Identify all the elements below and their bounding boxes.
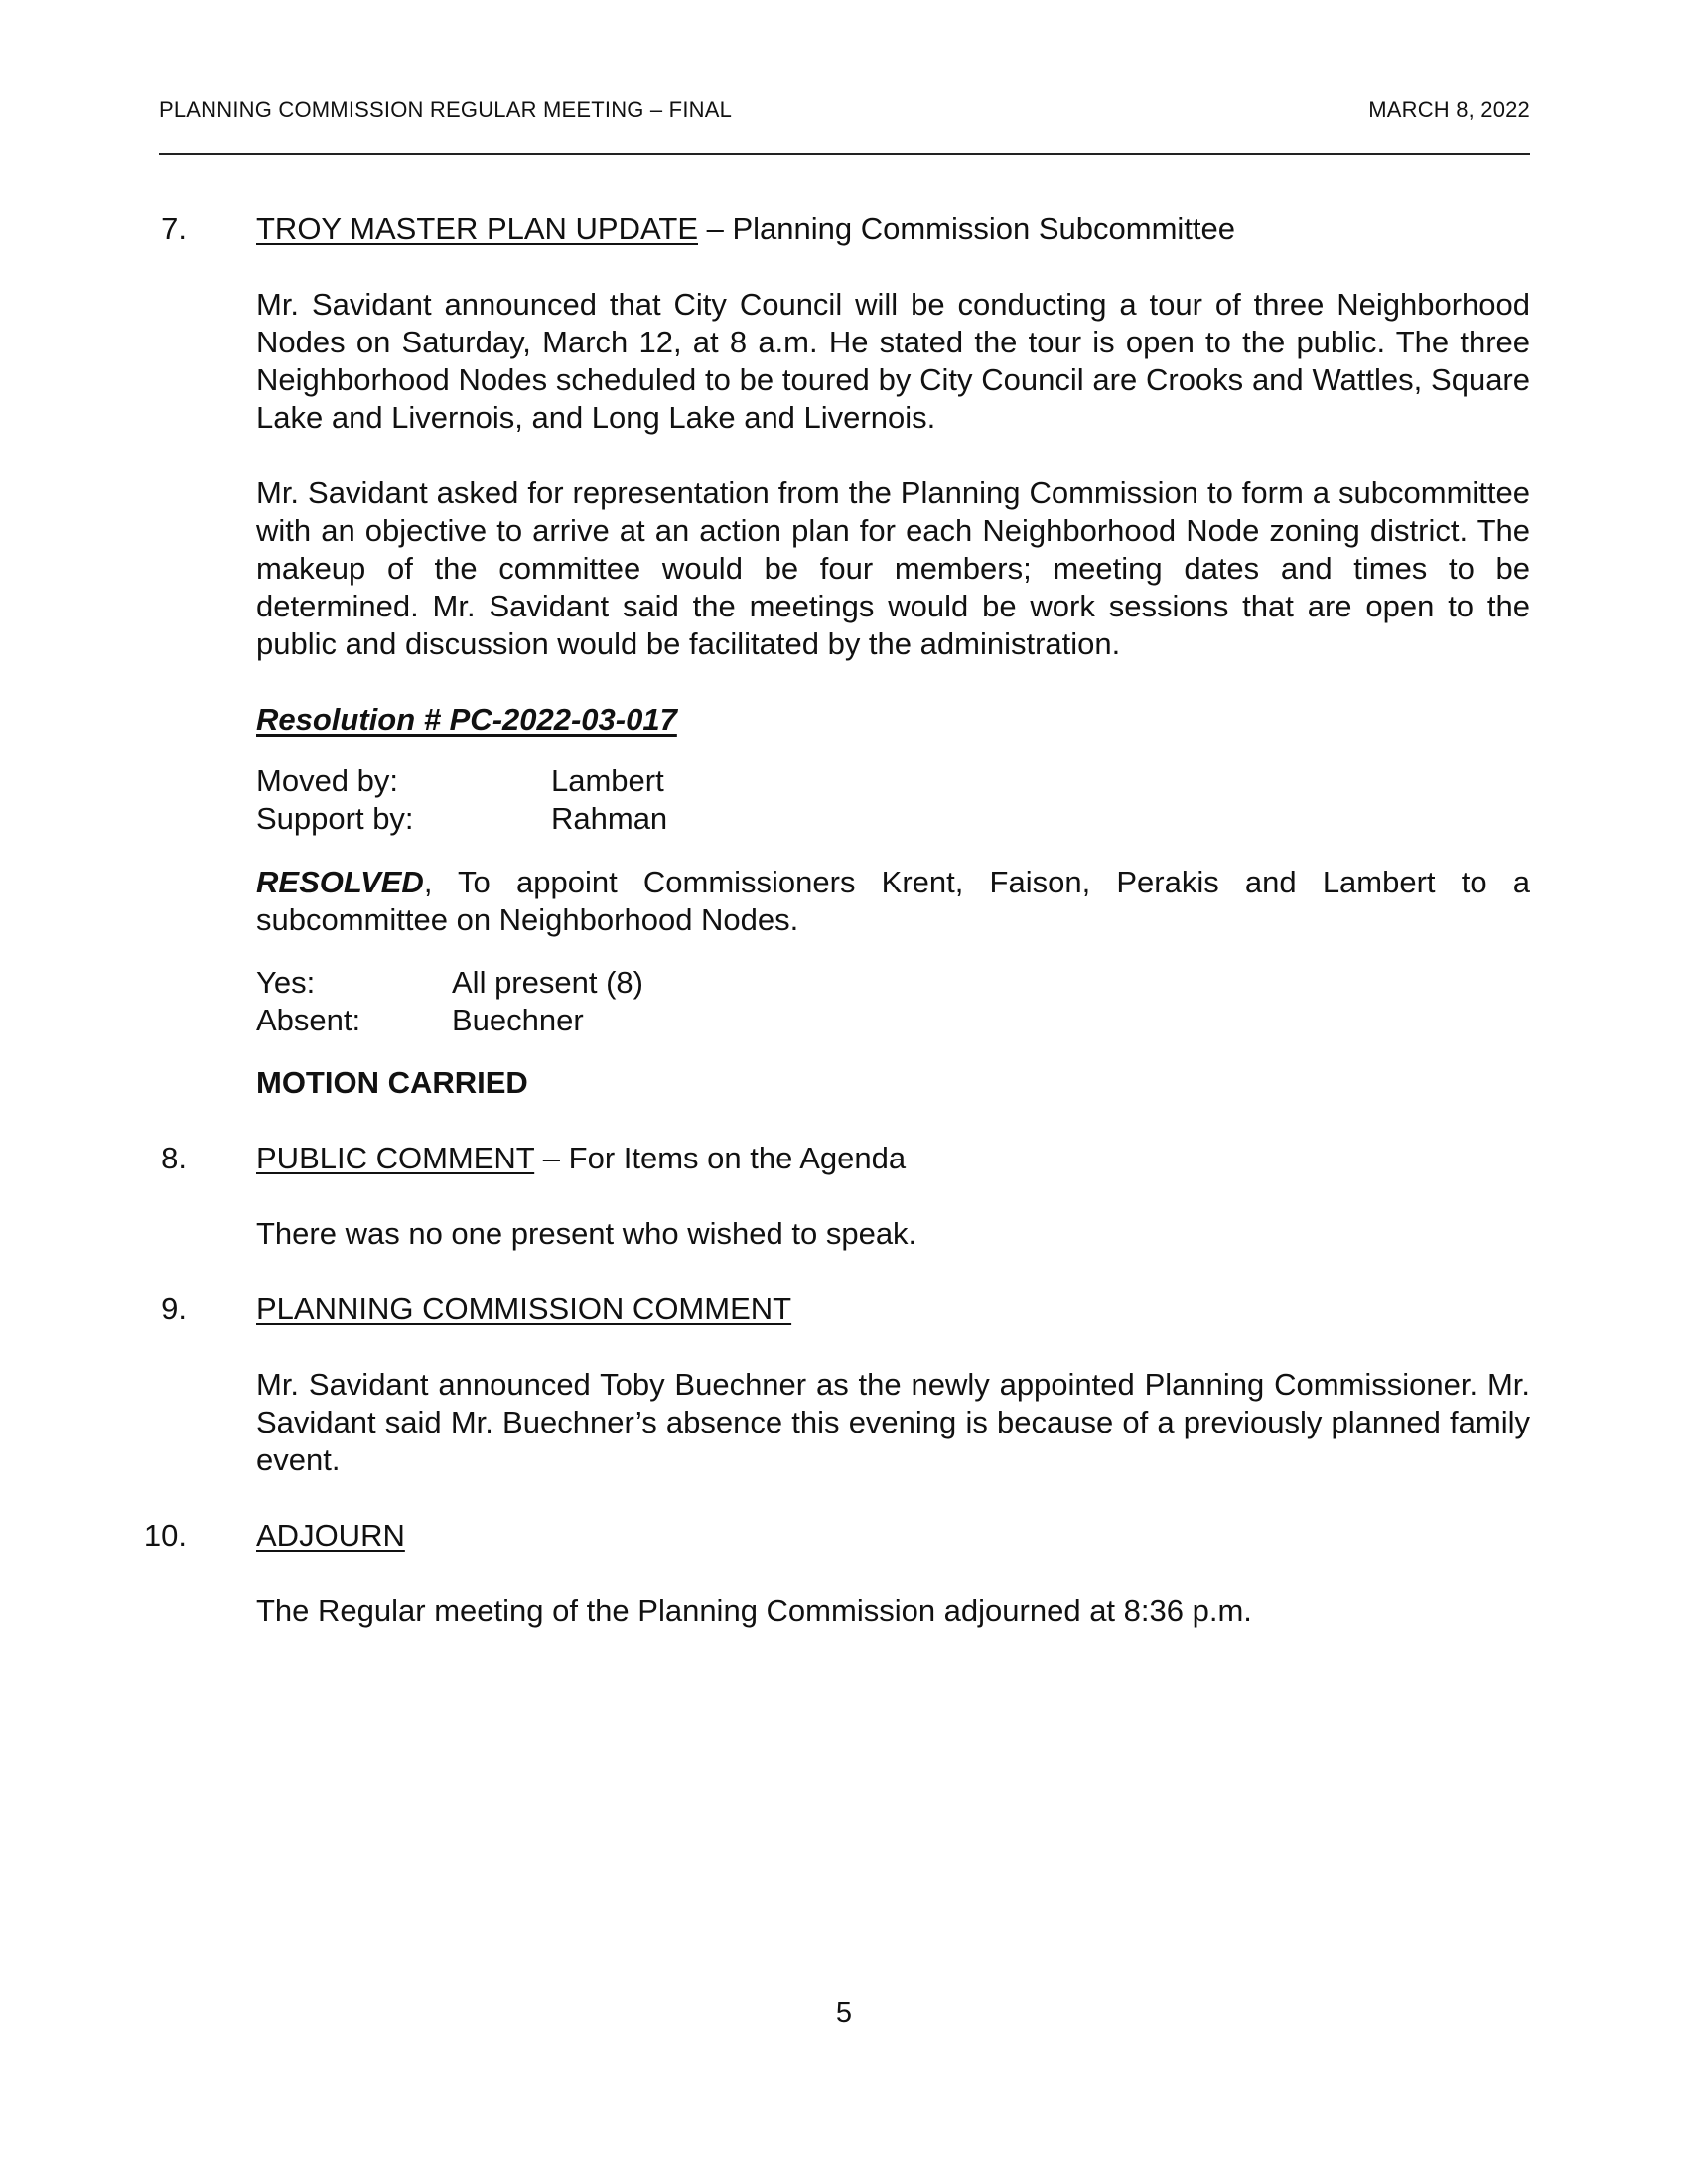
- section-title-underlined: PLANNING COMMISSION COMMENT: [256, 1292, 792, 1326]
- section-title-underlined: PUBLIC COMMENT: [256, 1141, 535, 1175]
- header-meeting-date: MARCH 8, 2022: [1368, 97, 1530, 122]
- support-by-label: Support by:: [256, 801, 414, 836]
- moved-by-label: Moved by:: [256, 763, 399, 798]
- motion-carried: MOTION CARRIED: [256, 1065, 528, 1100]
- resolved-keyword: RESOLVED: [256, 865, 424, 899]
- section-number: 7.: [161, 211, 187, 246]
- section-subtitle: – For Items on the Agenda: [534, 1141, 907, 1175]
- resolved-statement: [256, 864, 1530, 939]
- moved-by-value: Lambert: [551, 763, 664, 798]
- header-meeting-title: PLANNING COMMISSION REGULAR MEETING – FINAL: [159, 97, 733, 122]
- vote-yes-value: All present (8): [452, 965, 643, 1000]
- section-title: [256, 1291, 791, 1328]
- section-8-paragraph-1: There was no one present who wished to speak.: [256, 1216, 917, 1251]
- section-title-underlined: ADJOURN: [256, 1518, 405, 1553]
- section-subtitle: – Planning Commission Subcommittee: [698, 211, 1236, 246]
- section-title: [256, 210, 1235, 248]
- section-9-paragraph-1: Mr. Savidant announced Toby Buechner as the newly appointed Planning Commissioner. Mr. Savidant said Mr. Buechner’s absence this evening is because of a previously planned family event.: [256, 1367, 1530, 1477]
- section-number: 9.: [161, 1292, 187, 1326]
- section-number: 10.: [143, 1518, 187, 1553]
- section-title: [256, 1140, 906, 1177]
- resolution-title: Resolution # PC-2022-03-017: [256, 702, 677, 737]
- support-by-value: Rahman: [551, 801, 668, 836]
- vote-absent-value: Buechner: [452, 1003, 584, 1037]
- page-number: 5: [835, 1997, 853, 2029]
- section-7-paragraph-1: Mr. Savidant announced that City Council will be conducting a tour of three Neighborhood Nodes on Saturday, March 12, at 8 a.m. He stated the tour is open to the public. The three Neighborhood Nodes scheduled to be toured by City Council are Crooks and Wattles, Square Lake and Livernois, and Long Lake and Livernois.: [256, 287, 1530, 435]
- section-title-underlined: TROY MASTER PLAN UPDATE: [256, 211, 698, 246]
- vote-absent-label: Absent:: [256, 1003, 361, 1037]
- section-title: [256, 1517, 405, 1555]
- section-10-paragraph-1: The Regular meeting of the Planning Commission adjourned at 8:36 p.m.: [256, 1593, 1252, 1628]
- resolved-text: , To appoint Commissioners Krent, Faison, Perakis and Lambert to a subcommittee on Neighborhood Nodes.: [256, 865, 1530, 937]
- section-number: 8.: [161, 1141, 187, 1175]
- section-7-paragraph-2: Mr. Savidant asked for representation from the Planning Commission to form a subcommittee with an objective to arrive at an action plan for each Neighborhood Node zoning district. The makeup of the committee would be four members; meeting dates and times to be determined. Mr. Savidant said the meetings would be work sessions that are open to the public and discussion would be facilitated by the administration.: [256, 476, 1530, 661]
- page-header: [159, 97, 1530, 155]
- vote-yes-label: Yes:: [256, 965, 316, 1000]
